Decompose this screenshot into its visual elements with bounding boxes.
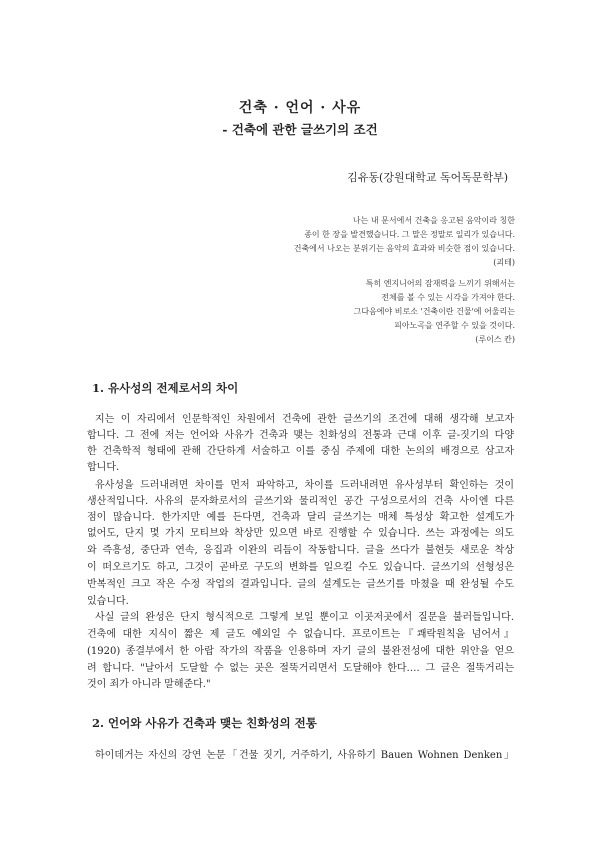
quote-line: 피아노곡을 연주할 수 있을 것이다. — [394, 321, 515, 330]
body-line: 합니다. — [87, 462, 120, 473]
body-line: 것이 죄가 아니라 말해준다." — [87, 679, 211, 690]
epigraph-louis-kahn — [354, 277, 515, 347]
body-line: 지는 이 자리에서 인문학적인 차원에서 건축에 관한 글쓰기의 조건에 대해 생각해 보고자 — [95, 414, 514, 425]
quote-line: 나는 내 문서에서 건축을 응고된 음악이라 칭한 — [352, 216, 515, 225]
quote-line: 종이 한 장을 발견했습니다. 그 말은 정말로 일리가 있습니다. — [304, 230, 515, 239]
body-line: 있습니다. — [87, 596, 129, 607]
quote-attribution: (루이스 칸) — [475, 335, 515, 344]
quote-attribution: (괴테) — [493, 258, 515, 267]
body-line: 반복적인 크고 작은 수정 작업의 결과입니다. 글의 설계도는 글쓰기를 마쳤을 때 완성될 수도 — [87, 579, 514, 590]
body-line: 없어도, 단지 몇 가지 모티브와 착상만 있으면 바로 진행할 수 있습니다. 쓰는 과정에는 의도 — [87, 528, 514, 539]
document-title: 건축 · 언어 · 사유 — [238, 100, 362, 116]
quote-line: 그다음에야 비로소 '건축이란 건물'에 어울리는 — [353, 307, 515, 316]
quote-line: 전체를 볼 수 있는 시각을 가져야 한다. — [381, 293, 515, 302]
body-line: 점이 많습니다. 한가지만 예를 든다면, 건축과 달리 글쓰기는 매체 특성상 확고한 설계도가 — [87, 512, 514, 523]
section-heading-2: 2. 언어와 사유가 건축과 맺는 친화성의 전통 — [92, 716, 317, 730]
quote-line: 특히 엔지니어의 잠재력을 느끼기 위해서는 — [365, 279, 515, 288]
epigraph-goethe — [294, 214, 515, 270]
section-heading-1: 1. 유사성의 전제로서의 차이 — [92, 381, 239, 395]
body-line: 이 떠오르기도 하고, 그것이 곧바로 구도의 변화를 일으킬 수도 있습니다. 글쓰기의 선형성은 — [87, 562, 514, 573]
body-line: 와 즉흥성, 중단과 연속, 응집과 이완의 리듬이 작동합니다. 글을 쓰다가 불현듯 새로운 착상 — [87, 545, 514, 556]
quote-line: 건축에서 나오는 분위기는 음악의 효과와 비슷한 점이 있습니다. — [293, 244, 515, 253]
body-line: 하이데거는 자신의 강연 논문「건물 짓기, 거주하기, 사유하기 Bauen Wohnen Denken」 — [95, 750, 514, 761]
body-line: 건축에 대한 지식이 짧은 제 글도 예외일 수 없습니다. 프로이트는『쾌락원칙을 넘어서』 — [87, 629, 514, 640]
body-line: 유사성을 드러내려면 차이를 먼저 파악하고, 차이를 드러내려면 유사성부터 확인하는 것이 — [95, 480, 514, 491]
document-subtitle: - 건축에 관한 글쓰기의 조건 — [222, 122, 378, 137]
body-line: 려 합니다. "날아서 도달할 수 없는 곳은 절뚝거리면서 도달해야 한다…. 그 글은 절뚝거리는 — [87, 663, 514, 674]
body-line: 합니다. 그 전에 저는 언어와 사유가 건축과 맺는 친화성의 전통과 근대 이후 글-짓기의 다양 — [87, 430, 514, 441]
body-line: (1920) 종결부에서 한 아랍 작가의 작품을 인용하며 자기 글의 불완전성에 대한 위안을 얻으 — [87, 646, 514, 657]
body-line: 사실 글의 완성은 단지 형식적으로 그렇게 보일 뿐이고 이곳저곳에서 질문을 불러들입니다. — [95, 612, 514, 623]
author-affiliation: 김유동(강원대학교 독어독문학부) — [347, 171, 508, 184]
body-line: 생산적입니다. 사유의 문자화로서의 글쓰기와 물리적인 공간 구성으로서의 건축 사이엔 다른 — [87, 496, 514, 507]
body-line: 한 건축학적 형태에 관해 간단하게 서술하고 이를 중심 주제에 대한 논의의 배경으로 삼고자 — [87, 446, 514, 457]
